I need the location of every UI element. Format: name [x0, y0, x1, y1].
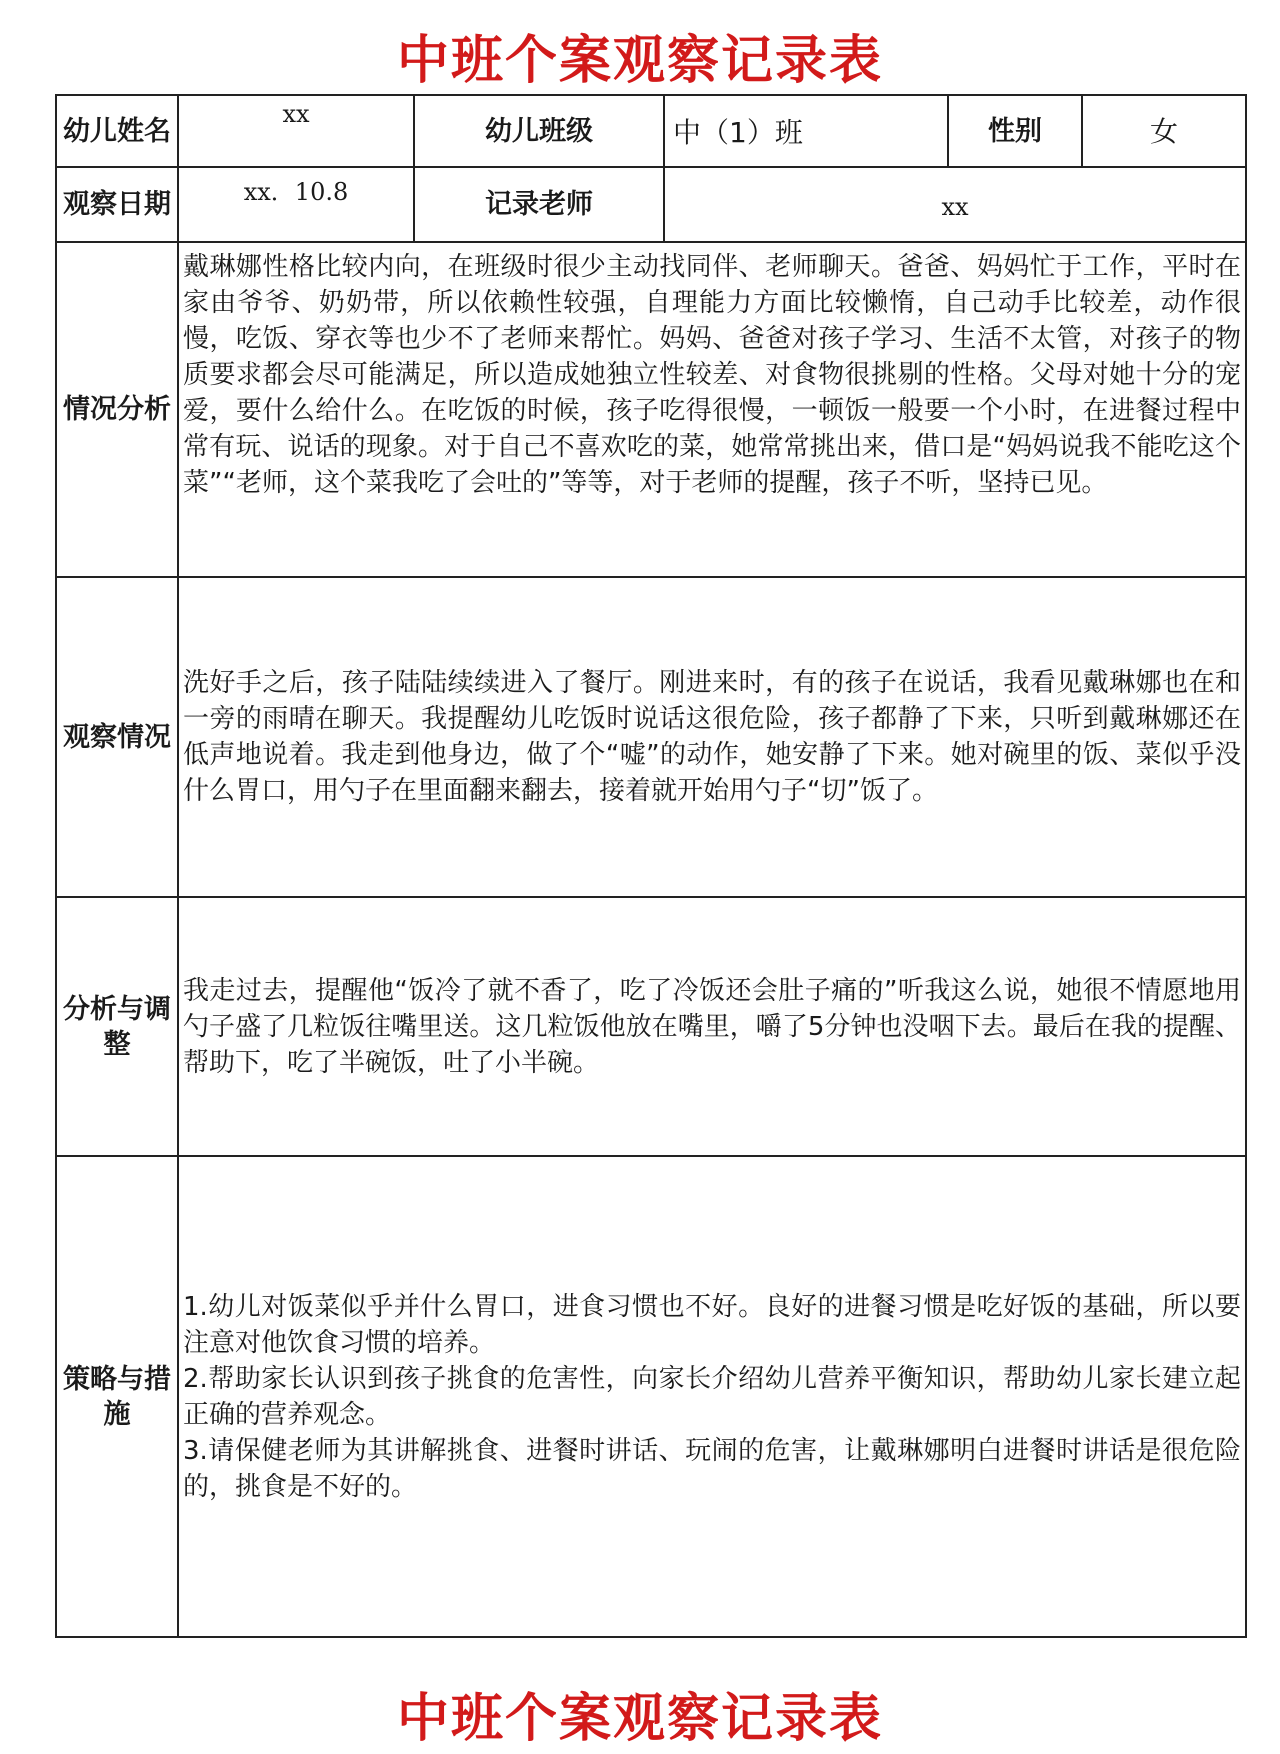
strategy-text [178, 1156, 1246, 1637]
adjustment-row [56, 897, 1246, 1156]
header-row-2 [56, 167, 1246, 242]
child-name-value: xx [178, 95, 414, 167]
date-label: 观察日期 [56, 167, 178, 242]
gender-label: 性别 [948, 95, 1082, 167]
adjustment-label: 分析与调整 [56, 897, 178, 1156]
class-label: 幼儿班级 [414, 95, 664, 167]
teacher-label: 记录老师 [414, 167, 664, 242]
strategy-item: 3.请保健老师为其讲解挑食、进餐时讲话、玩闹的危害，让戴琳娜明白进餐时讲话是很危险的，挑食是不好的。 [183, 1435, 1241, 1502]
observation-record-table [55, 94, 1247, 1638]
child-name-label: 幼儿姓名 [56, 95, 178, 167]
adjustment-text: 我走过去，提醒他“饭冷了就不香了，吃了冷饭还会肚子痛的”听我这么说，她很不情愿地用勺子盛了几粒饭往嘴里送。这几粒饭他放在嘴里，嚼了5分钟也没咽下去。最后在我的提醒、帮助下，吃了半碗饭，吐了小半碗。 [178, 897, 1246, 1156]
situation-row [56, 242, 1246, 577]
observation-row [56, 577, 1246, 897]
situation-label: 情况分析 [56, 242, 178, 577]
header-row-1 [56, 95, 1246, 167]
strategy-label: 策略与措施 [56, 1156, 178, 1637]
strategy-row [56, 1156, 1246, 1637]
strategy-item: 2.帮助家长认识到孩子挑食的危害性，向家长介绍幼儿营养平衡知识，帮助幼儿家长建立起正确的营养观念。 [183, 1363, 1241, 1430]
observation-text: 洗好手之后，孩子陆陆续续进入了餐厅。刚进来时，有的孩子在说话，我看见戴琳娜也在和一旁的雨晴在聊天。我提醒幼儿吃饭时说话这很危险，孩子都静了下来，只听到戴琳娜还在低声地说着。我走到他身边，做了个“嘘”的动作，她安静了下来。她对碗里的饭、菜似乎没什么胃口，用勺子在里面翻来翻去，接着就开始用勺子“切”饭了。 [178, 577, 1246, 897]
date-value: xx．10.8 [178, 167, 414, 242]
next-page-title: 中班个案观察记录表 [396, 1689, 883, 1749]
teacher-value: xx [664, 167, 1246, 242]
page-title: 中班个案观察记录表 [396, 31, 883, 91]
strategy-item: 1.幼儿对饭菜似乎并什么胃口，进食习惯也不好。良好的进餐习惯是吃好饭的基础，所以要注意对他饮食习惯的培养。 [183, 1291, 1241, 1358]
gender-value: 女 [1082, 95, 1246, 167]
next-page-title-partial [0, 1684, 1280, 1749]
observation-label: 观察情况 [56, 577, 178, 897]
situation-text: 戴琳娜性格比较内向，在班级时很少主动找同伴、老师聊天。爸爸、妈妈忙于工作，平时在家由爷爷、奶奶带，所以依赖性较强，自理能力方面比较懒惰，自己动手比较差，动作很慢，吃饭、穿衣等也少不了老师来帮忙。妈妈、爸爸对孩子学习、生活不太管，对孩子的物质要求都会尽可能满足，所以造成她独立性较差、对食物很挑剔的性格。父母对她十分的宠爱，要什么给什么。在吃饭的时候，孩子吃得很慢，一顿饭一般要一个小时，在进餐过程中常有玩、说话的现象。对于自己不喜欢吃的菜，她常常挑出来，借口是“妈妈说我不能吃这个菜”“老师，这个菜我吃了会吐的”等等，对于老师的提醒，孩子不听，坚持已见。 [178, 242, 1246, 577]
class-value: 中（1）班 [664, 95, 948, 167]
